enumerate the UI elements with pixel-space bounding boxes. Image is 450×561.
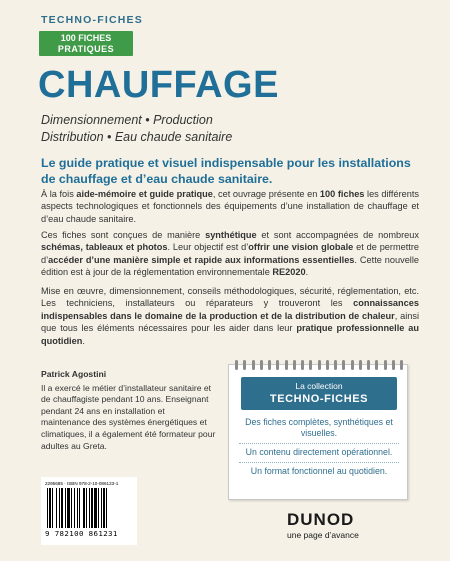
series-badge-line2: PRATIQUES — [57, 44, 115, 54]
barcode-bar — [79, 488, 80, 528]
barcode-bar — [98, 488, 99, 528]
barcode-bar — [77, 488, 78, 528]
author-name: Patrick Agostini — [41, 369, 107, 379]
collection-line1: La collection — [295, 381, 343, 391]
collection-notebook — [228, 364, 408, 500]
barcode-bar — [71, 488, 72, 528]
barcode-bar — [47, 488, 48, 528]
paragraph-1: À la fois aide-mémoire et guide pratique, cet ouvrage présente en 100 fiches les différents aspects technologiques et fonctionnels des équipements d’une installation de chauffage et d’eau chaude sanitaire. — [41, 189, 420, 224]
barcode-bar — [61, 488, 63, 528]
author-bio-text: Il a exercé le métier d’installateur sanitaire et de chauffagiste pendant 10 ans. Enseignant pendant 24 ans en installation et maintenance des systèmes énergétiques et climatiques, il a également été formateur pour adultes au Greta. — [41, 382, 216, 451]
barcode-bar — [49, 488, 51, 528]
barcode-bar — [106, 488, 107, 528]
barcode — [41, 477, 137, 545]
barcode-bar — [94, 488, 97, 528]
lead-paragraph: Le guide pratique et visuel indispensable pour les installations de chauffage et d’eau chaude sanitaire. — [41, 156, 411, 186]
barcode-isbn-text: 2295685 · ISBN 978-2-10-086123-1 — [45, 481, 119, 486]
barcode-bar — [67, 488, 70, 528]
book-subtitle — [41, 112, 381, 146]
barcode-bar — [91, 488, 93, 528]
barcode-bar — [103, 488, 105, 528]
barcode-bar — [65, 488, 66, 528]
publisher-tagline: une page d’avance — [287, 530, 359, 540]
barcode-number: 9 782100 861231 — [45, 529, 118, 538]
series-label: TECHNO-FICHES — [41, 14, 143, 26]
barcode-bar — [59, 488, 60, 528]
series-badge — [39, 31, 133, 56]
feature-item: Des fiches complètes, synthétiques et visuelles. — [239, 414, 399, 444]
series-badge-line1: 100 FICHES — [60, 33, 112, 43]
book-title: CHAUFFAGE — [38, 64, 279, 106]
barcode-bar — [83, 488, 85, 528]
author-bio — [41, 369, 216, 452]
publisher-logo: DUNOD — [287, 510, 355, 529]
barcode-bar — [52, 488, 53, 528]
barcode-bar — [86, 488, 87, 528]
subtitle-line2: Distribution • Eau chaude sanitaire — [41, 130, 233, 144]
paragraph-3: Mise en œuvre, dimensionnement, conseils méthodologiques, sécurité, réglementation, etc. Les techniciens, installateurs ou réparateurs y trouveront les connaissances indispensables dans le domaine de la production et de la distribution de chaleur, ainsi que tous les éléments nécessaires pour les aider dans leur pratique professionnelle au quotidien. — [41, 286, 419, 346]
feature-item: Un contenu directement opérationnel. — [239, 444, 399, 463]
collection-features — [239, 414, 399, 481]
spiral-binding — [235, 360, 403, 370]
barcode-bar — [101, 488, 102, 528]
barcode-bar — [74, 488, 75, 528]
collection-line2: TECHNO-FICHES — [269, 393, 369, 405]
subtitle-line1: Dimensionnement • Production — [41, 113, 213, 127]
paragraph-2: Ces fiches sont conçues de manière synthétique et sont accompagnées de nombreux schémas, tableaux et photos. Leur objectif est d’offrir une vision globale et de permettre d’accéder d’une manière simple et rapide aux informations essentielles. Cette nouvelle édition est à jour de la réglementation environnementale RE2020. — [41, 230, 420, 278]
barcode-bar — [89, 488, 90, 528]
collection-badge — [241, 377, 397, 410]
barcode-bar — [56, 488, 57, 528]
feature-item: Un format fonctionnel au quotidien. — [250, 466, 388, 476]
barcode-bars — [45, 488, 133, 528]
